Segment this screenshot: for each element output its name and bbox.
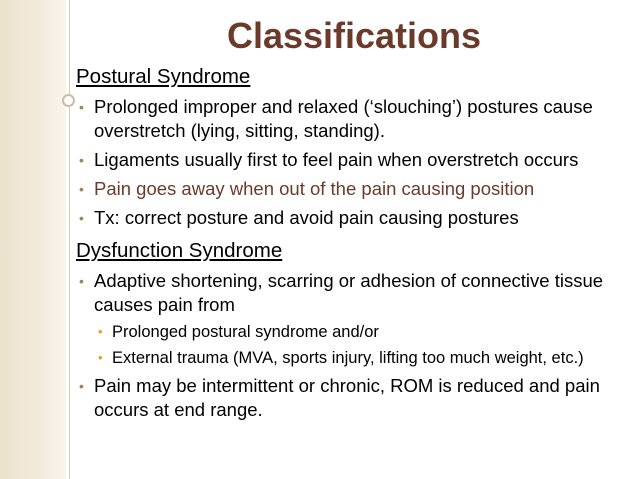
section-heading-postural: Postural Syndrome [76,65,251,88]
decorative-circle-icon [62,94,75,107]
bullet-item: • Prolonged improper and relaxed (‘slouching’) postures cause overstretch (lying, sitting, standing). [76,95,636,143]
bullet-item: • Adaptive shortening, scarring or adhesion of connective tissue causes pain from [76,269,636,317]
bullet-item: • Ligaments usually first to feel pain when overstretch occurs [76,148,636,172]
slide-title: Classifications [226,15,482,56]
sub-bullet-item: • External trauma (MVA, sports injury, lifting too much weight, etc.) [76,347,636,369]
decorative-divider-line [69,0,70,479]
slide-content [76,64,636,422]
bullet-item: • Tx: correct posture and avoid pain causing postures [76,206,636,230]
section-heading-dysfunction: Dysfunction Syndrome [76,239,283,262]
sub-bullet-item: • Prolonged postural syndrome and/or [76,321,636,343]
decorative-side-band [0,0,66,479]
bullet-item-highlighted: • Pain goes away when out of the pain causing position [76,177,636,201]
bullet-item: • Pain may be intermittent or chronic, ROM is reduced and pain occurs at end range. [76,374,636,422]
